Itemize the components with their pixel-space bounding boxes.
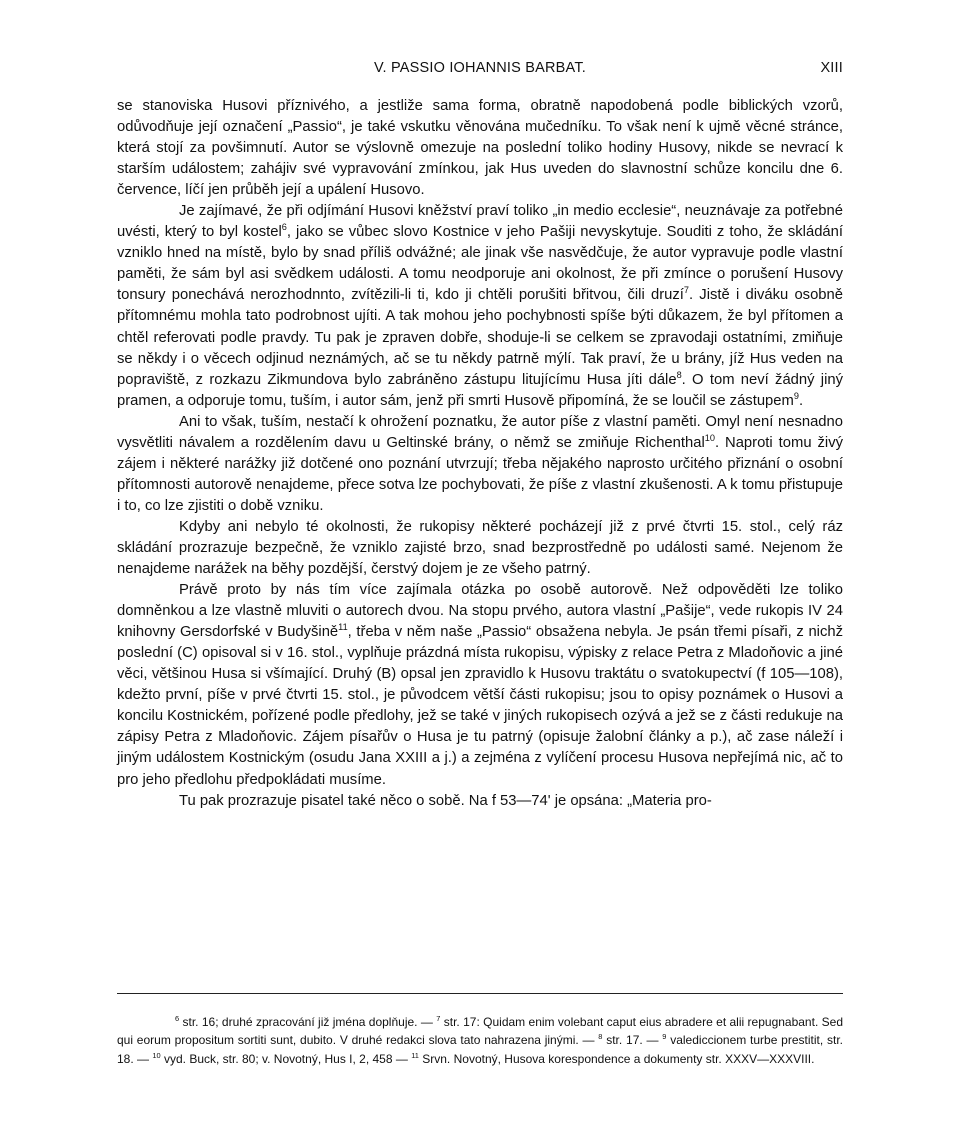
footnote-text: str. 17. — [602, 1033, 663, 1048]
paragraph: Je zajímavé, že při odjímání Husovi kněžství praví toliko „in medio ecclesie“, neuznávaje za potřebné uvésti, který to byl kostel$^6$, jako se vůbec slovo Kostnice v jeho Pašiji nevyskytuje. Souditi z toho, že skládání vzniklo hned na místě, bylo by snad příliš odvážné; ale jinak vše nasvědčuje, že autor vypravuje podle vlastní paměti, že sám byl asi svědkem události. A tomu neodporuje ani okolnost, že při zmínce o porušení Husovy tonsury ponechává nerozhodnnto, zvítězili-li ti, kdo ji chtěli porušiti břitvou, čili druzí$^7$. Jistě i diváku osobně přítomnému mohla tato podrobnost ujíti. A tak mohou jeho pochybnosti spíše býti důkazem, že byl přítomen a chtěl referovati podle pravdy. Tu pak je zpraven dobře, shoduje-li se celkem se zpravodaji ostatními, zmiňuje se někdy i o věcech odjinud neznámých, ač se tu někdy patrně mýlí. Tak praví, že u brány, jíž Hus veden na popraviště, z rozkazu Zikmundova bylo zabráněno zástupu litujícímu Husa jíti dále$^8$. O tom neví žádný jiný pramen, a odporuje tomu, tuším, i autor sám, jenž při smrti Husově připomíná, že se loučil se zástupem$^9$. [117, 203, 844, 409]
paragraph: se stanoviska Husovi příznivého, a jestliže sama forma, obratně napodobená podle biblických vzorů, odůvodňuje její označení „Passio“, je také vskutku věnována mučedníku. To však není k ujmě věcné stránce, která stojí za povšimnutí. Autor se výslovně omezuje na poslední toliko hodiny Husovy, nikde se nevrací k starším událostem; zahájiv své vypravování zmínkou, jak Hus uveden do slavnostní schůze koncilu dne 6. července, líčí jen průběh její a upálení Husovo. [117, 98, 843, 199]
footnote-mark: 9 [662, 1032, 667, 1042]
footnote-divider [117, 993, 843, 994]
paragraph: Tu pak prozrazuje pisatel také něco o sobě. Na f 53—74' je opsána: „Materia pro- [179, 792, 712, 809]
footnote-mark: 7 [436, 1014, 441, 1023]
paragraph: Ani to však, tuším, nestačí k ohrožení poznatku, že autor píše z vlastní paměti. Omyl není nesnadno vysvětliti návalem a rozdělením davu u Geltinské brány, o němž se zmiňuje Richenthal$^{10}$. Naproti tomu živý zájem i některé narážky již dotčené ono poznání utvrzují; třeba nějakého naprosto určitého přiznání o osobní přítomnosti autorově nenajdeme, přece sotva lze pochybovati, že píše z vlastní zkušenosti. A k tomu přistupuje i to, co lze zjistiti o době vzniku. [117, 413, 844, 514]
footnote-text: Srvn. Novotný, Husova korespondence a dokumenty str. XXXV—XXXVIII. [418, 1051, 815, 1066]
footnote-mark: 6 [175, 1014, 180, 1023]
footnote-ref: 9 [793, 390, 799, 401]
footnote-mark: 8 [598, 1032, 603, 1042]
footnote-ref: 10 [704, 432, 715, 443]
footnote-ref: 6 [281, 222, 287, 233]
page-number: XIII [820, 60, 843, 76]
footnotes [117, 1013, 843, 1068]
page-header [117, 60, 843, 84]
footnote-mark: 10 [152, 1050, 161, 1060]
body-text [117, 96, 843, 812]
footnote-ref: 11 [338, 622, 348, 633]
footnote-text: vyd. Buck, str. 80; v. Novotný, Hus I, 2, 458 — [160, 1051, 412, 1066]
paragraph: Právě proto by nás tím více zajímala otázka po osobě autorově. Než odpověděti lze toliko domněnkou a lze vlastně mluviti o autorech dvou. Na stopu prvého, autora vlastní „Pašije“, vede rukopis IV 24 knihovny Gersdorfské v Budyšině$^{11}$, třeba v něm naše „Passio“ obsažena nebyla. Je psán třemi písaři, z nichž poslední (C) opisoval si v 16. stol., vyplňuje prázdná místa rukopisu, výpisky z relace Petra z Mladoňovic a jiné věci, většinou Husa si všímající. Druhý (B) opsal jen zpravidlo k Husovu traktátu o svatokupectví (f 105—108), kdežto první, píše v prvé čtvrti 15. stol., je původcem větší části rukopisu; jsou to opisy poznámek o Husovi a koncilu Kostnickém, pořízené podle předlohy, jež se také v jiných rukopisech ozývá a jež se z části redukuje na zápisy Petra z Mladoňovic. Zájem písařův o Husa je tu patrný (opisuje žalobní články a p.), ač zase náleží i jiným událostem Kostnickým (osudu Jana XXIII a j.) a zejména z vylíčení procesu Husova nepřejímá nic, ač to pro jeho předlohu předpokládati musíme. [117, 582, 843, 788]
footnote-text: str. 16; druhé zpracování již jména doplňuje. — [179, 1015, 437, 1029]
footnote-ref: 8 [676, 369, 682, 380]
paragraph: Kdyby ani nebylo té okolnosti, že rukopisy některé pocházejí již z prvé čtvrti 15. stol., celý ráz skládání prozrazuje bezpečně, že vzniklo zajisté brzo, snad bezprostředně po události samé. Nejenom že nenajdeme narážek na běhy pozdější, čerstvý dojem je ze všeho patrný. [117, 518, 843, 578]
running-title: V. PASSIO IOHANNIS BARBAT. [373, 60, 587, 76]
footnote-block [117, 1013, 843, 1068]
footnote-text: str. 17: Quidam enim volebant caput eius abradere et alii repugnabant. Sed qui eorum propositum sortiti sunt, dubito. V druhé redakci slova tato nahrazena jinými. — [117, 1015, 843, 1048]
footnote-mark: 11 [411, 1050, 419, 1060]
footnote-text: valediccionem turbe prestitit, str. 18. — [117, 1033, 843, 1066]
footnote-ref: 7 [683, 285, 689, 296]
